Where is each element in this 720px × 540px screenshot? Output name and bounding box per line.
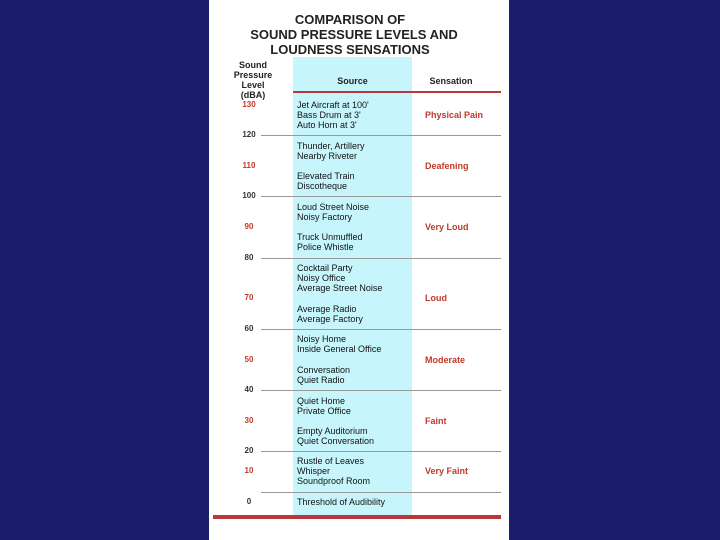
source-item: Quiet Home: [297, 396, 346, 406]
source-group: [297, 426, 409, 446]
source-item: Bass Drum at 3': [297, 110, 361, 120]
source-item: Average Factory: [297, 314, 363, 324]
gridline: [261, 135, 501, 136]
source-item: Auto Horn at 3': [297, 120, 357, 130]
source-item: Cocktail Party: [297, 263, 353, 273]
source-group: [297, 304, 409, 324]
source-item: Private Office: [297, 406, 351, 416]
source-item: Rustle of Leaves: [297, 456, 365, 466]
source-column-header: Source: [337, 76, 368, 86]
level-header-line-1: Sound: [239, 60, 267, 70]
source-item: Jet Aircraft at 100': [297, 100, 369, 110]
level-header-line-2: Pressure Level: [233, 70, 273, 90]
source-item: Soundproof Room: [297, 476, 371, 486]
level-tick: 90: [244, 222, 254, 231]
source-item: Police Whistle: [297, 242, 354, 252]
source-group: [297, 202, 409, 222]
gridline: [261, 329, 501, 330]
source-item: Quiet Conversation: [297, 436, 375, 446]
source-group: [297, 497, 409, 507]
source-item: Loud Street Noise: [297, 202, 370, 212]
source-group: [297, 456, 409, 486]
source-item: Quiet Radio: [297, 375, 345, 385]
source-group: [297, 141, 409, 161]
level-tick: 20: [244, 446, 254, 455]
title-line-2: SOUND PRESSURE LEVELS AND: [250, 27, 458, 42]
source-item: Elevated Train: [297, 171, 355, 181]
sensation-label: Deafening: [425, 161, 469, 171]
source-item: Threshold of Audibility: [297, 497, 386, 507]
title-line-1: COMPARISON OF: [294, 12, 406, 27]
source-group: [297, 171, 409, 191]
source-item: Average Radio: [297, 304, 357, 314]
level-tick: 0: [246, 497, 252, 506]
chart-panel: [209, 0, 509, 540]
source-group: [297, 396, 409, 416]
source-group: [297, 100, 409, 130]
source-group: [297, 232, 409, 252]
sensation-label: Very Loud: [425, 222, 469, 232]
sensation-label: Faint: [425, 416, 447, 426]
gridline: [261, 390, 501, 391]
source-item: Discotheque: [297, 181, 348, 191]
source-item: Noisy Factory: [297, 212, 353, 222]
source-item: Empty Auditorium: [297, 426, 368, 436]
level-tick: 40: [244, 385, 254, 394]
title-line-3: LOUDNESS SENSATIONS: [270, 42, 430, 57]
source-group: [297, 334, 409, 354]
sensation-label: Physical Pain: [425, 110, 484, 120]
gridline: [261, 196, 501, 197]
source-item: Noisy Office: [297, 273, 346, 283]
source-item: Nearby Riveter: [297, 151, 358, 161]
gridline: [261, 451, 501, 452]
source-group: [297, 365, 409, 385]
level-tick: 10: [244, 466, 254, 475]
header-rule: [293, 91, 501, 93]
level-header-line-3: (dBA): [240, 90, 266, 100]
gridline: [261, 258, 501, 259]
level-tick: 50: [244, 355, 254, 364]
chart-title: [209, 12, 509, 57]
source-item: Inside General Office: [297, 344, 382, 354]
source-item: Noisy Home: [297, 334, 347, 344]
level-tick: 100: [242, 191, 256, 200]
level-tick: 70: [244, 293, 254, 302]
footer-rule: [213, 515, 501, 519]
source-item: Whisper: [297, 466, 331, 476]
level-tick: 60: [244, 324, 254, 333]
level-tick: 30: [244, 416, 254, 425]
level-tick: 130: [242, 100, 256, 109]
source-item: Conversation: [297, 365, 351, 375]
source-item: Thunder, Artillery: [297, 141, 365, 151]
sensation-label: Very Faint: [425, 466, 469, 476]
level-column-header: [223, 60, 283, 100]
sensation-label: Loud: [425, 293, 447, 303]
level-tick: 80: [244, 253, 254, 262]
level-tick: 120: [242, 130, 256, 139]
sensation-column-header: Sensation: [429, 76, 473, 86]
level-tick: 110: [242, 161, 256, 170]
gridline: [261, 492, 501, 493]
source-item: Average Street Noise: [297, 283, 383, 293]
sensation-label: Moderate: [425, 355, 466, 365]
source-group: [297, 263, 409, 293]
source-item: Truck Unmuffled: [297, 232, 363, 242]
